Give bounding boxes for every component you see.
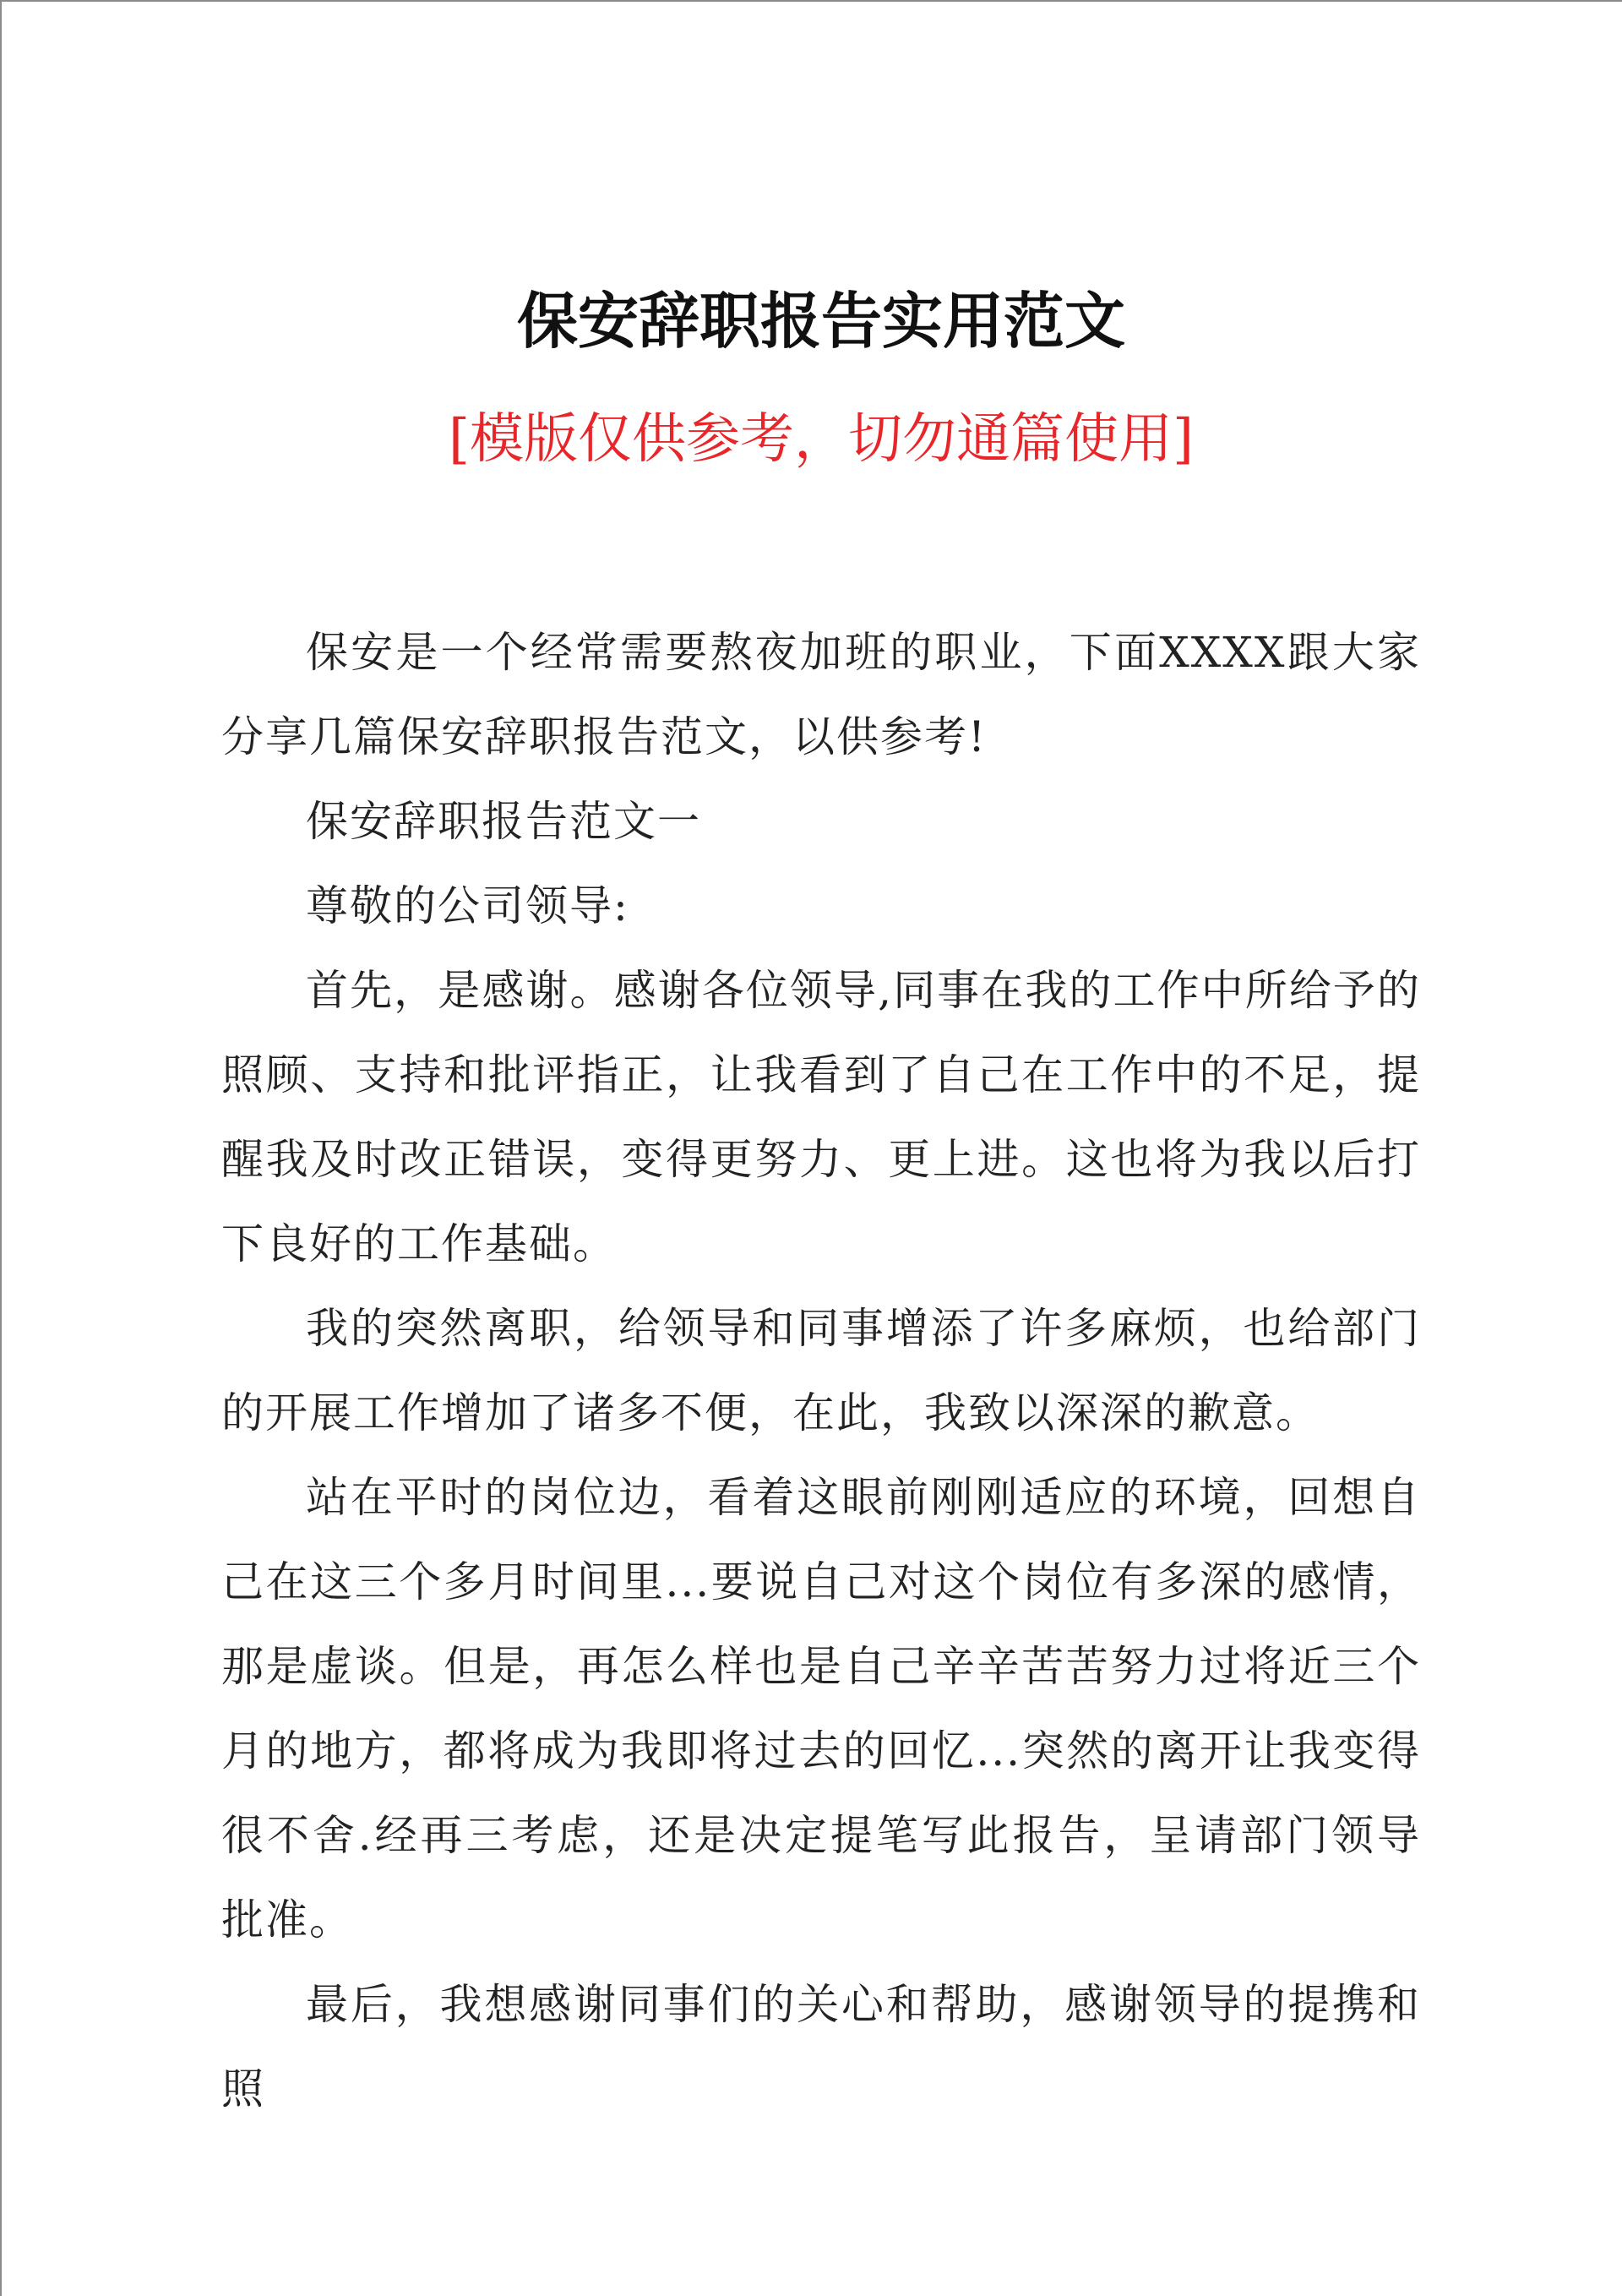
body-paragraph: 我的突然离职，给领导和同事增添了许多麻烦，也给部门的开展工作增加了诸多不便，在此，我致以深深的歉意。: [221, 1304, 1421, 1437]
section-heading: 保安辞职报告范文一: [306, 797, 701, 846]
body-paragraph: 站在平时的岗位边，看着这眼前刚刚适应的环境，回想自己在这三个多月时间里...要说自己对这个岗位有多深的感情，那是虚谈。但是，再怎么样也是自己辛辛苦苦努力过将近三个月的地方，都将成为我即将过去的回忆...突然的离开让我变得很不舍.经再三考虑，还是决定提笔写此报告，呈请部门领导批准。: [221, 1473, 1421, 1944]
template-notice: [模版仅供参考，切勿通篇使用]: [449, 408, 1194, 471]
document-title: 保安辞职报告实用范文: [516, 285, 1125, 357]
body-paragraph: 最后，我想感谢同事们的关心和帮助，感谢领导的提携和照: [221, 1980, 1421, 2113]
intro-paragraph: 保安是一个经常需要熬夜加班的职业，下面XXXX跟大家分享几篇保安辞职报告范文，以供参考!: [221, 628, 1421, 761]
body-paragraph: 首先，是感谢。感谢各位领导,同事在我的工作中所给予的照顾、支持和批评指正，让我看到了自己在工作中的不足，提醒我及时改正错误，变得更努力、更上进。这也将为我以后打下良好的工作基础。: [221, 966, 1421, 1268]
salutation: 尊敬的公司领导:: [306, 881, 629, 930]
document-body: [221, 610, 1421, 2131]
